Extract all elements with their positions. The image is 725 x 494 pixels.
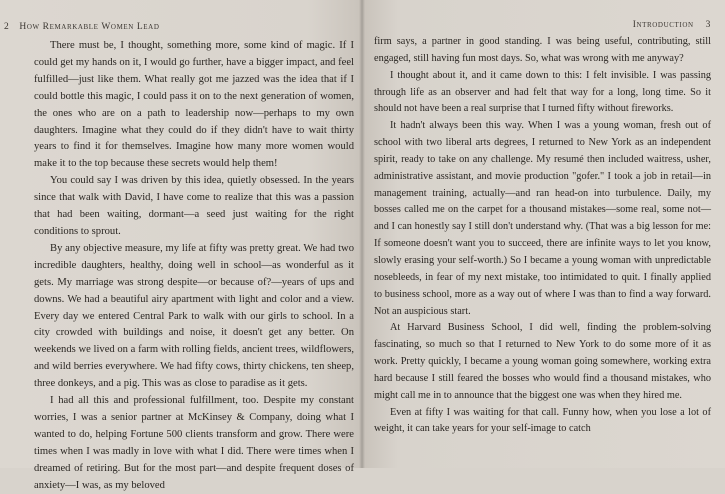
left-paragraph-1: There must be, I thought, something more, some kind of magic. If I could get my hands on it, I would go further, have a bigger impact, and feel fulfilled—just like them. What really got me jazzed was the idea that if I could bottle this magic, I could pass it on to the next generation of women, the ones who are on a path to leadership now—perhaps to my own daughters. Imagine what they could do if they didn't have to wait thirty years to find it for themselves. Imagine how many more women would make it to the top because these secrets would help them! bbox=[34, 40, 354, 170]
right-body-text bbox=[374, 34, 711, 438]
right-page-number: 3 bbox=[705, 20, 711, 30]
left-running-title: How Remarkable Women Lead bbox=[19, 22, 160, 32]
right-continuation: firm says, a partner in good standing. I was being useful, contributing, still engaged, still having fun most days. So, what was wrong with me anyway? bbox=[374, 36, 711, 64]
right-running-title: Introduction bbox=[632, 20, 694, 30]
left-page bbox=[0, 0, 362, 491]
left-paragraph-4: I had all this and professional fulfillment, too. Despite my constant worries, I was a senior partner at McKinsey & Company, doing what I wanted to do, helping Fortune 500 clients transform and grow. There were times when I was madly in love with what I did. There were times when I dreamed of retiring. But for the most part—and despite frequent doses of anxiety—I was, as my beloved bbox=[34, 395, 354, 491]
left-paragraph-2: You could say I was driven by this idea, quietly obsessed. In the years since that walk with David, I have come to realize that this was a passion that had been waiting, dormant—a seed just waiting for the right conditions to sprout. bbox=[34, 175, 354, 237]
right-paragraph-3: At Harvard Business School, I did well, finding the problem-solving fascinating, so much so that I returned to New York to do some more of it as work. Pretty quickly, I became a young woman going somewhere, working extra hard because I still feared the bosses who would find a thousand mistakes, who might call me in to announce that the biggest one was when they hired me. bbox=[374, 322, 711, 401]
right-page bbox=[362, 0, 725, 468]
left-running-head bbox=[4, 20, 354, 34]
right-paragraph-1: I thought about it, and it came down to this: I felt invisible. I was passing through life as an observer and had felt that way for a long, long time. So it should not have been a real surprise that I turned fifty without fireworks. bbox=[374, 69, 711, 115]
left-page-number: 2 bbox=[4, 22, 10, 32]
right-paragraph-2: It hadn't always been this way. When I was a young woman, fresh out of school with two liberal arts degrees, I returned to New York as an independent spirit, ready to take on any challenge. My resumé then included waitress, usher, administrative assistant, and movie production "gofer." I took a job in retail—in management training, actually—and ran head-on into turbulence. Daily, my bosses called me on the carpet for a thousand mistakes—some real, some not—and I can honestly say I still don't understand why. (That was a big lesson for me: If someone doesn't want you to succeed, there are infinite ways to let you know, slowly erasing your self-worth.) So I became a young woman with unpredictable nosebleeds, in fear of my next mistake, too intimidated to quit. I finally applied to business school, more as a way out of where I was than to find a way forward. Not an auspicious start. bbox=[374, 120, 711, 317]
left-body-text bbox=[34, 38, 354, 494]
left-paragraph-3: By any objective measure, my life at fifty was pretty great. We had two incredible daughters, healthy, doing well in school—as wonderful as it gets. My marriage was strong despite—or because of?—years of ups and downs. We had a beautiful airy apartment with light and color and a view. Every day we entered Central Park to walk with our girls to school. In a city crowded with buildings and noise, it doesn't get any better. On weekends we lived on a farm with rolling fields, ancient trees, wildflowers, and wild berries everywhere. We had fifty cows, thirty chickens, ten sheep, three donkeys, and a pig. This was as close to paradise as it gets. bbox=[34, 242, 354, 390]
right-paragraph-4: Even at fifty I was waiting for that call. Funny how, when you lose a lot of weight, it can take years for your self-image to catch bbox=[374, 406, 711, 435]
right-running-head bbox=[374, 18, 711, 32]
book-gutter bbox=[359, 0, 365, 468]
